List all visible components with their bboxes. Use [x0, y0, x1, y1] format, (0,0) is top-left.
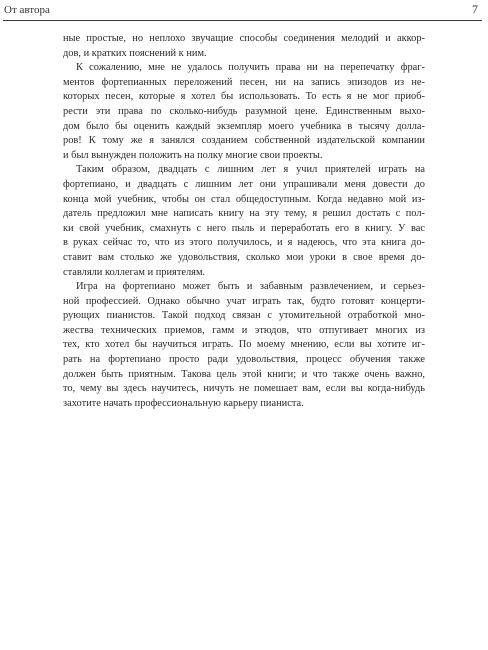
- running-head: От автора: [4, 4, 50, 16]
- text-line: тех, кто хотел бы научиться играть. По моему мнению, если вы хотите иг-: [63, 339, 425, 351]
- page-body: [63, 32, 425, 411]
- text-line: в руках сейчас то, что из этого получилось, и я надеюсь, что эта книга до-: [63, 237, 425, 249]
- text-line: Игра на фортепиано может быть и забавным развлечением, и серьез-: [76, 281, 425, 293]
- paragraph-1: [63, 32, 425, 61]
- paragraph-3: [63, 163, 425, 280]
- text-line: Таким образом, двадцать с лишним лет я учил приятелей играть на: [76, 164, 425, 176]
- text-line: должен быть приятным. Такова цель этой книги; и что также очень важно,: [63, 368, 425, 380]
- page-header: [3, 0, 482, 21]
- text-line: рать на фортепиано просто ради удовольствия, процесс обучения также: [63, 354, 425, 366]
- page-number: 7: [472, 2, 478, 16]
- text-line: ной профессией. Однако обычно учат играть так, будто готовят концерти-: [63, 295, 425, 307]
- text-line: ментов фортепианных переложений песен, ни на запись эпизодов из не-: [63, 76, 425, 88]
- text-line: захотите начать профессиональную карьеру пианиста.: [63, 397, 304, 409]
- text-line: то, чему вы здесь научитесь, ничуть не помешает вам, если вы когда-нибудь: [63, 383, 425, 395]
- text-line: дов, и кратких пояснений к ним.: [63, 47, 207, 59]
- text-line: ки свой учебник, смахнуть с него пыль и переработать его в книгу. У вас: [63, 222, 425, 234]
- paragraph-2: [63, 61, 425, 163]
- text-line: ставит вам столько же удовольствия, сколько мои уроки в свое время до-: [63, 251, 425, 263]
- text-line: которых песен, которые я хотел бы использовать. То есть я не мог приоб-: [63, 91, 425, 103]
- text-line: ров! К тому же я занялся созданием собственной издательской компании: [63, 135, 425, 147]
- text-line: конца мой учебник, чтобы он стал общедоступным. Когда недавно мой из-: [63, 193, 425, 205]
- text-line: фортепиано, и двадцать с лишним лет они упрашивали меня довести до: [63, 178, 425, 190]
- text-line: дом было бы оценить каждый экземпляр моего учебника в тысячу долла-: [63, 120, 425, 132]
- text-line: ставляли коллегам и приятелям.: [63, 266, 206, 278]
- text-line: К сожалению, мне не удалось получить права ни на перепечатку фраг-: [76, 62, 425, 74]
- text-line: ные простые, но неплохо звучащие способы соединения мелодий и аккор-: [63, 33, 425, 44]
- text-line: рующих пианистов. Такой подход связан с утомительной отработкой мно-: [63, 310, 425, 322]
- paragraph-4: [63, 280, 425, 411]
- text-line: и был вынужден положить на полку многие свои проекты.: [63, 149, 323, 161]
- text-line: рести эти права по сколько-нибудь разумной цене. Единственным выхо-: [63, 105, 425, 117]
- text-line: датель предложил мне написать книгу на эту тему, я решил достать с пол-: [63, 208, 425, 220]
- text-line: жества технических приемов, гамм и этюдов, что отпугивает многих из: [63, 324, 425, 336]
